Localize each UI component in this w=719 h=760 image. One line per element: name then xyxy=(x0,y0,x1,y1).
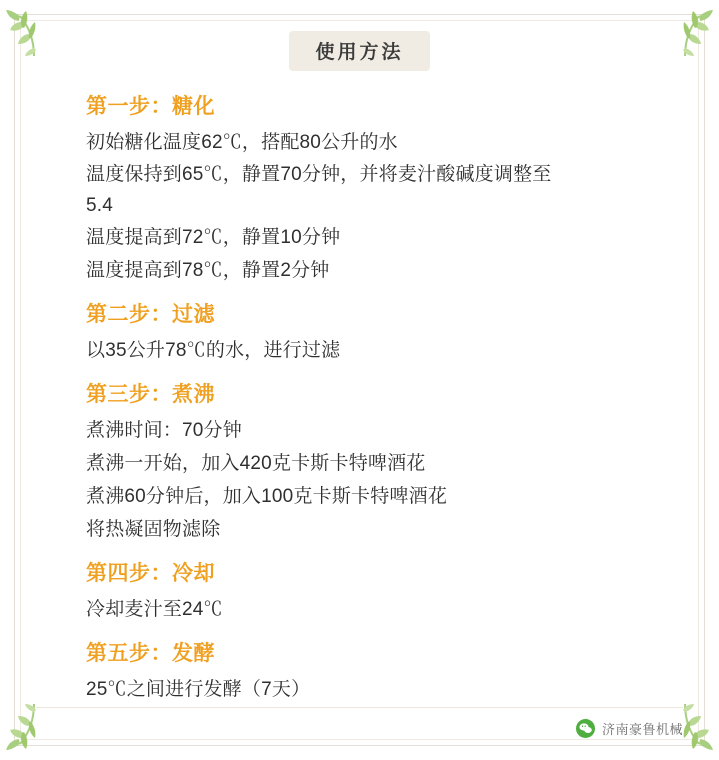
step-line: 温度保持到65℃，静置70分钟，并将麦汁酸碱度调整至 xyxy=(86,164,552,185)
step-line: 煮沸60分钟后，加入100克卡斯卡特啤酒花 xyxy=(86,486,448,507)
step-line: 煮沸一开始，加入420克卡斯卡特啤酒花 xyxy=(86,453,426,474)
step-heading-4: 第四步：冷却 xyxy=(86,562,215,585)
footer-account-name: 济南豪鲁机械 xyxy=(601,722,683,737)
step-heading-5: 第五步：发酵 xyxy=(86,642,215,665)
step-heading-3: 第三步：煮沸 xyxy=(86,383,215,406)
leaf-sprig-icon xyxy=(4,700,64,758)
footer-account[interactable] xyxy=(576,719,683,738)
step-line: 25℃之间进行发酵（7天） xyxy=(86,679,311,700)
step-line: 温度提高到78℃，静置2分钟 xyxy=(86,260,330,281)
wechat-icon xyxy=(576,719,595,738)
step-heading-1: 第一步：糖化 xyxy=(86,95,215,118)
step-line: 5.4 xyxy=(86,195,114,216)
step-line: 初始糖化温度62℃，搭配80公升的水 xyxy=(86,132,398,153)
step-line: 以35公升78℃的水，进行过滤 xyxy=(86,340,341,361)
footer-divider xyxy=(36,707,683,708)
instructions-body xyxy=(86,92,646,706)
step-line: 温度提高到72℃，静置10分钟 xyxy=(86,227,341,248)
step-line: 将热凝固物滤除 xyxy=(86,519,221,540)
step-heading-2: 第二步：过滤 xyxy=(86,303,215,326)
step-line: 煮沸时间：70分钟 xyxy=(86,420,242,441)
page-title-text: 使用方法 xyxy=(289,31,429,71)
page-title xyxy=(0,31,719,71)
step-line: 冷却麦汁至24℃ xyxy=(86,599,223,620)
